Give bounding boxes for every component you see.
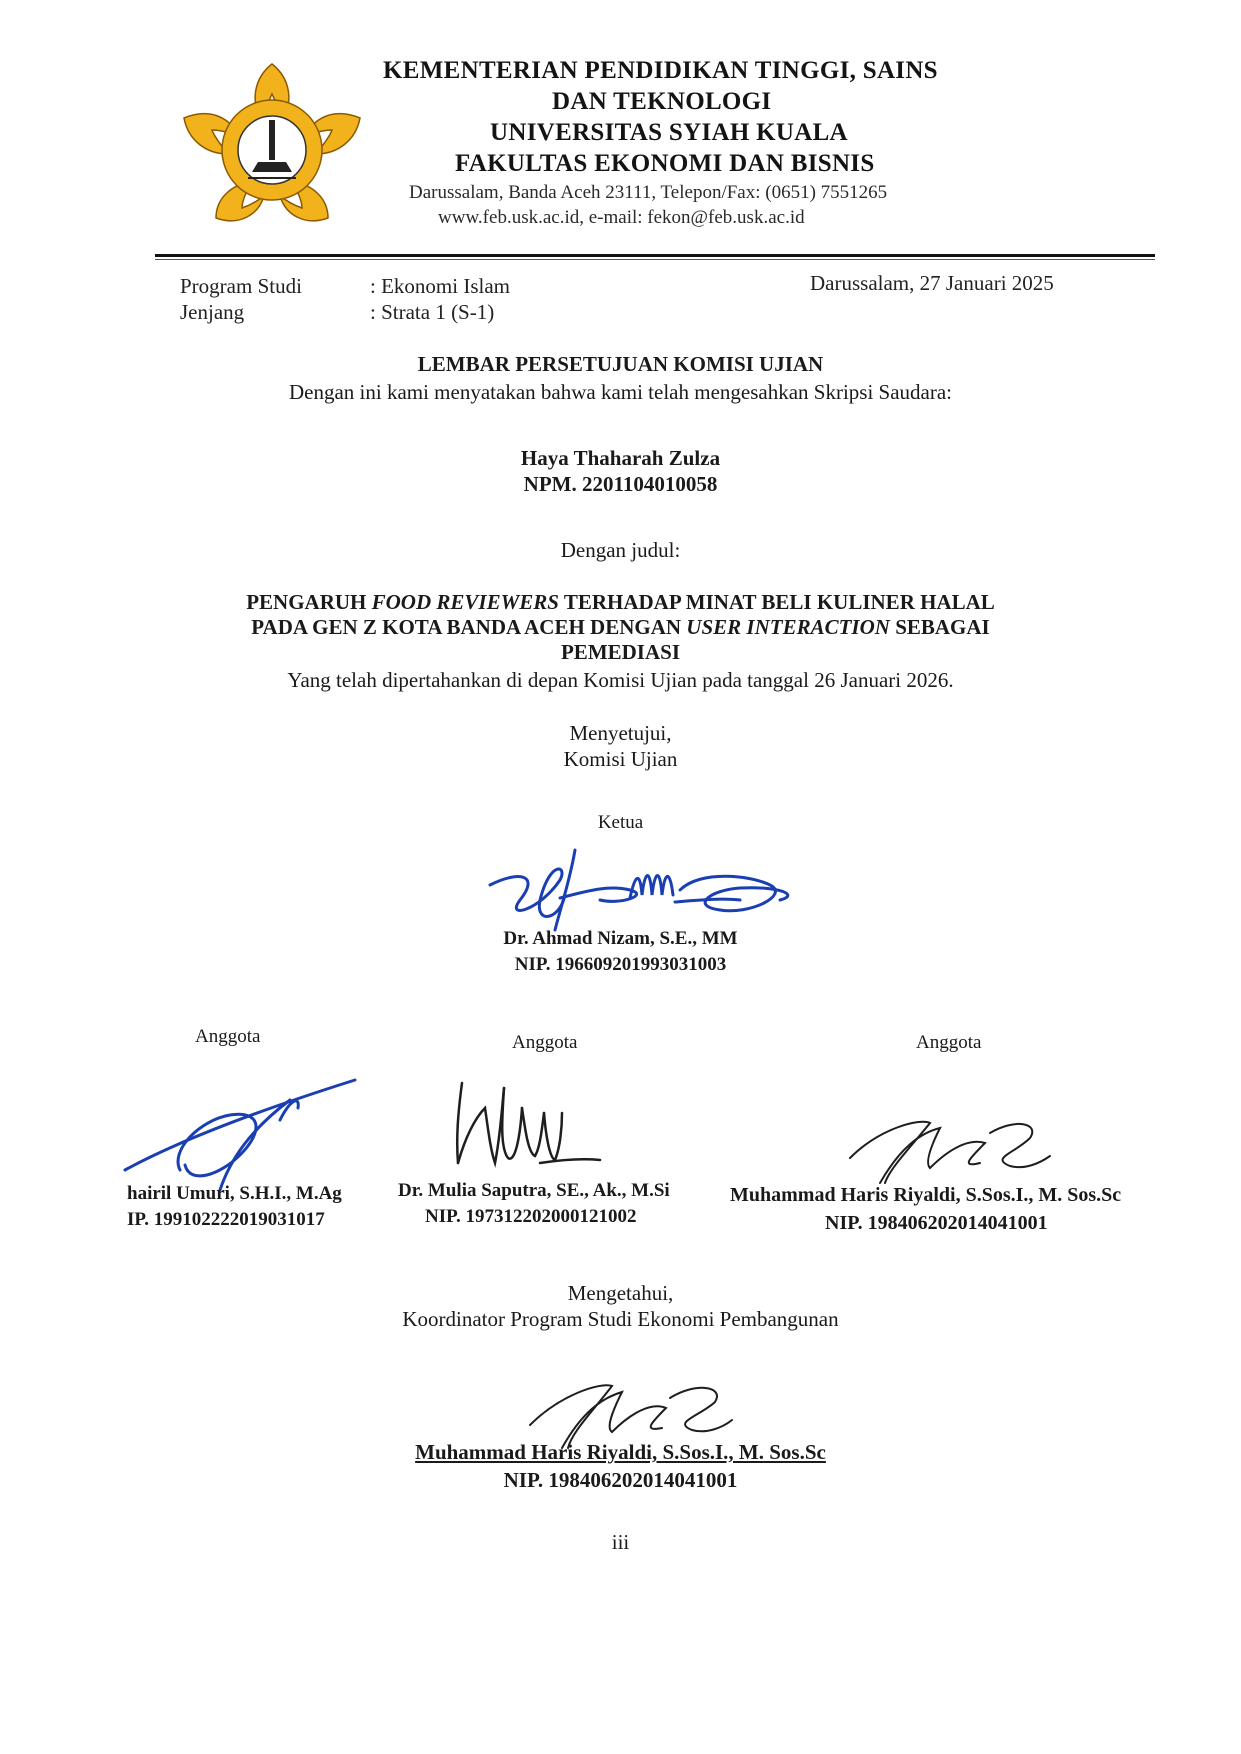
member1-nip: IP. 199102222019031017 <box>127 1209 325 1230</box>
coordinator-nip: NIP. 198406202014041001 <box>503 1468 738 1492</box>
defense-text: Yang telah dipertahankan di depan Komisi Ujian pada tanggal 26 Januari 2026. <box>287 668 954 692</box>
approve-label: Menyetujui, <box>569 721 672 745</box>
member1-name: hairil Umuri, S.H.I., M.Ag <box>127 1183 342 1204</box>
member1-role: Anggota <box>195 1026 261 1047</box>
student-name: Haya Thaharah Zulza <box>520 446 721 470</box>
member3-role: Anggota <box>916 1032 982 1053</box>
university-logo <box>178 58 366 226</box>
judul-label: Dengan judul: <box>560 538 681 562</box>
thesis-title-line3: PEMEDIASI <box>560 640 681 664</box>
acknowledge-label: Mengetahui, <box>567 1281 674 1305</box>
member3-nip: NIP. 198406202014041001 <box>825 1212 1048 1234</box>
letterhead-line3: UNIVERSITAS SYIAH KUALA <box>490 119 848 146</box>
member2-signature <box>440 1068 620 1183</box>
document-title: LEMBAR PERSETUJUAN KOMISI UJIAN <box>417 352 824 376</box>
page-number: iii <box>611 1530 630 1554</box>
header-rule-thin <box>155 259 1155 260</box>
member2-name: Dr. Mulia Saputra, SE., Ak., M.Si <box>398 1180 670 1201</box>
level-label: Jenjang <box>180 300 245 324</box>
letterhead-line1: KEMENTERIAN PENDIDIKAN TINGGI, SAINS <box>383 57 938 84</box>
member2-nip: NIP. 197312202000121002 <box>425 1206 637 1227</box>
level-value: : Strata 1 (S-1) <box>370 300 495 324</box>
thesis-title-line2: PADA GEN Z KOTA BANDA ACEH DENGAN USER INTERACTION SEBAGAI <box>251 615 990 639</box>
place-date: Darussalam, 27 Januari 2025 <box>810 271 1054 295</box>
chair-nip: NIP. 196609201993031003 <box>514 954 727 975</box>
header-rule <box>155 254 1155 257</box>
member2-role: Anggota <box>512 1032 578 1053</box>
program-label: Program Studi <box>180 274 302 298</box>
student-npm: NPM. 2201104010058 <box>523 472 718 496</box>
intro-text: Dengan ini kami menyatakan bahwa kami telah mengesahkan Skripsi Saudara: <box>288 380 953 404</box>
chair-role: Ketua <box>597 812 644 833</box>
program-value: : Ekonomi Islam <box>370 274 510 298</box>
letterhead-line4: FAKULTAS EKONOMI DAN BISNIS <box>455 150 875 177</box>
acknowledge-role: Koordinator Program Studi Ekonomi Pembangunan <box>402 1307 839 1331</box>
letterhead-web: www.feb.usk.ac.id, e-mail: fekon@feb.usk.ac.id <box>438 207 805 228</box>
letterhead-line2: DAN TEKNOLOGI <box>552 88 772 115</box>
thesis-title-line1: PENGARUH FOOD REVIEWERS TERHADAP MINAT BELI KULINER HALAL <box>246 590 995 614</box>
member3-name: Muhammad Haris Riyaldi, S.Sos.I., M. Sos.Sc <box>730 1184 1122 1206</box>
letterhead-address: Darussalam, Banda Aceh 23111, Telepon/Fax: (0651) 7551265 <box>409 182 888 203</box>
committee-label: Komisi Ujian <box>563 747 678 771</box>
chair-name: Dr. Ahmad Nizam, S.E., MM <box>503 928 738 949</box>
coordinator-name: Muhammad Haris Riyaldi, S.Sos.I., M. Sos.Sc <box>415 1440 826 1464</box>
